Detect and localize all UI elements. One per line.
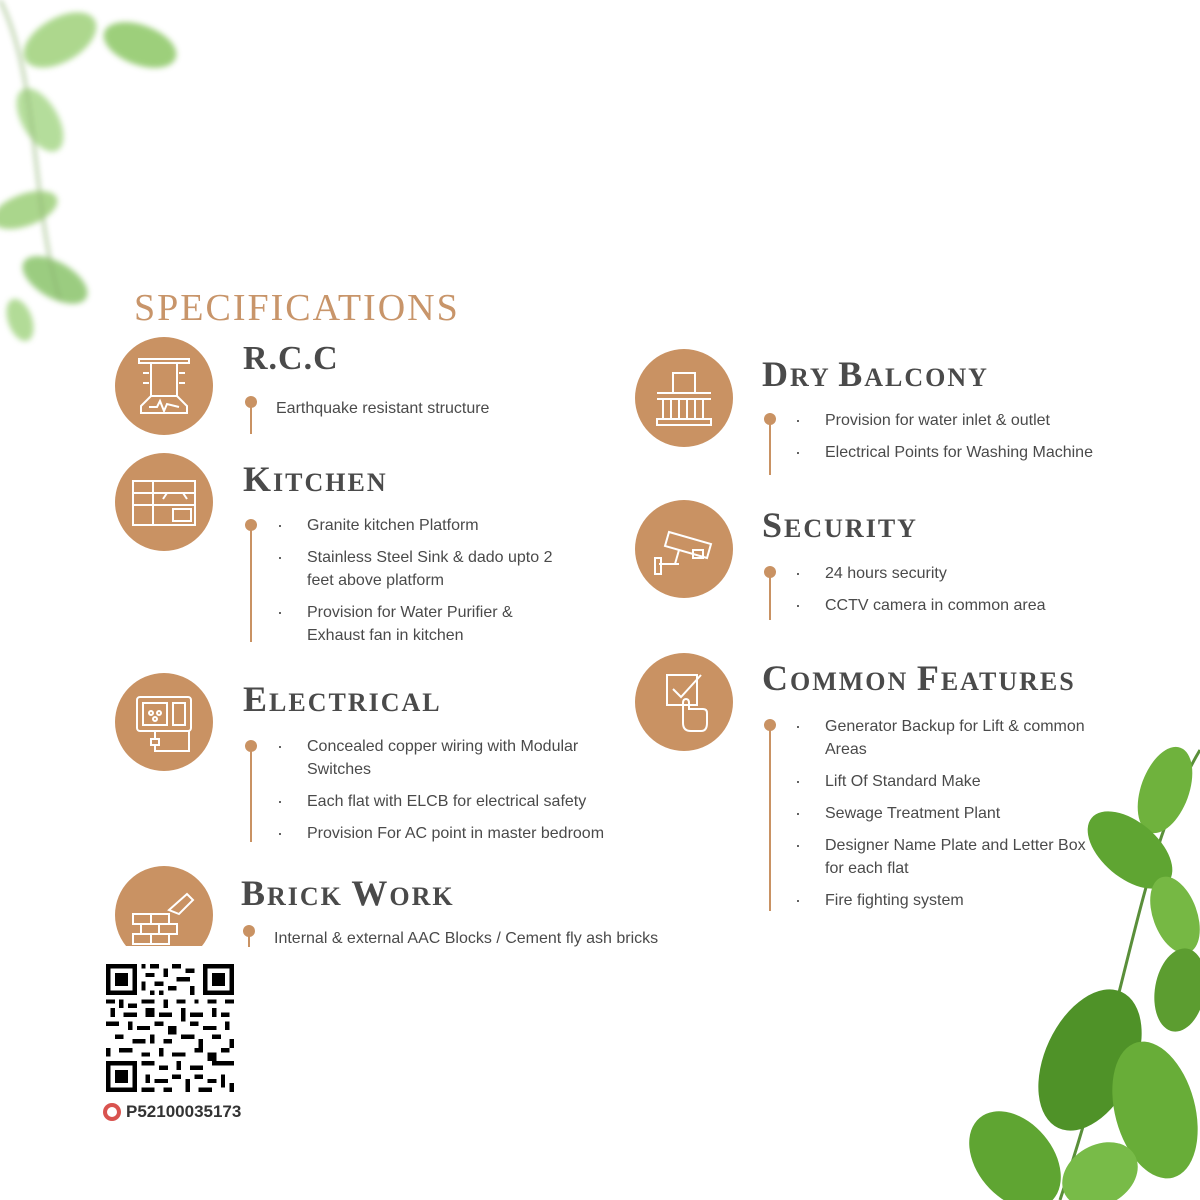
qr-code	[106, 964, 234, 1092]
list-item: · Sewage Treatment Plant	[825, 802, 1115, 825]
page-title: SPECIFICATIONS	[134, 287, 460, 329]
section-title-dry-balcony: DRY BALCONY	[762, 354, 989, 394]
timeline-rcc	[250, 398, 252, 434]
timeline-common-features	[769, 721, 771, 911]
brick-trowel-icon	[115, 866, 213, 946]
section-title-rcc: R.C.C	[243, 340, 339, 377]
rera-number: P52100035173	[126, 1102, 242, 1121]
list-common-features	[825, 715, 1115, 921]
section-title-brick-work: BRICK WORK	[241, 873, 455, 913]
list-item: · Provision for Water Purifier & Exhaust fan in kitchen	[307, 601, 587, 647]
timeline-brick-work	[248, 927, 250, 947]
list-item: · Designer Name Plate and Letter Box for each flat	[825, 834, 1115, 880]
section-title-common-features: COMMON FEATURES	[762, 658, 1076, 698]
list-item: · Concealed copper wiring with Modular Switches	[307, 735, 617, 781]
list-item: · CCTV camera in common area	[825, 594, 1145, 617]
rcc-structure-icon	[115, 337, 213, 435]
list-item: · Provision for water inlet & outlet	[825, 409, 1145, 432]
electrical-socket-icon	[115, 673, 213, 771]
list-item: · Provision For AC point in master bedroom	[307, 822, 617, 845]
section-title-electrical: ELECTRICAL	[243, 679, 442, 719]
list-brick-work	[274, 927, 694, 959]
timeline-electrical	[250, 742, 252, 842]
list-item: Earthquake resistant structure	[276, 400, 490, 417]
list-item: · 24 hours security	[825, 562, 1145, 585]
list-item: · Stainless Steel Sink & dado upto 2 feet above platform	[307, 546, 587, 592]
list-item: · Lift Of Standard Make	[825, 770, 1115, 793]
cctv-camera-icon	[635, 500, 733, 598]
list-item: · Each flat with ELCB for electrical safety	[307, 790, 617, 813]
list-item: · Granite kitchen Platform	[307, 514, 587, 537]
section-title-kitchen: KITCHEN	[243, 459, 388, 499]
list-item: · Electrical Points for Washing Machine	[825, 441, 1145, 464]
timeline-dry-balcony	[769, 415, 771, 475]
balcony-icon	[635, 349, 733, 447]
timeline-kitchen	[250, 521, 252, 642]
kitchen-icon	[115, 453, 213, 551]
list-rcc	[276, 397, 489, 429]
timeline-security	[769, 568, 771, 620]
section-title-security: SECURITY	[762, 505, 918, 545]
rera-logo-icon	[103, 1103, 121, 1121]
list-security	[825, 562, 1145, 626]
rera-registration	[103, 1102, 241, 1122]
list-kitchen	[307, 514, 587, 656]
list-dry-balcony	[825, 409, 1145, 473]
list-item: Internal & external AAC Blocks / Cement fly ash bricks	[274, 930, 659, 947]
brick-clip	[115, 866, 213, 946]
list-electrical	[307, 735, 617, 854]
list-item: · Fire fighting system	[825, 889, 1115, 912]
list-item: · Generator Backup for Lift & common Areas	[825, 715, 1115, 761]
checklist-hand-icon	[635, 653, 733, 751]
